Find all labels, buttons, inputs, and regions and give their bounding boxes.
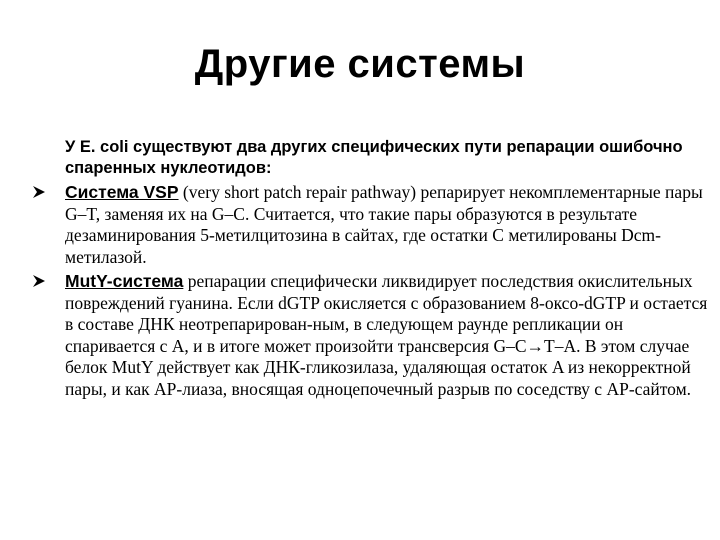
bullet-term: Система VSP (65, 182, 179, 202)
slide-body (32, 137, 708, 403)
intro-text: У E. coli существуют два других специфических пути репарации ошибочно спаренных нуклеотидов: (65, 138, 683, 177)
bullet-text: репарации специфически ликвидирует последствия окислительных повреждений гуанина. Если dGTP окисляется с образованием 8-оксо-dGTP и остается в составе ДНК неотрепарирован-ным, в следующем раунде репликации он спаривается с A, и в итоге может произойти трансверсия G–C→T–A. В этом случае белок MutY действует как ДНК-гликозилаза, удаляющая остаток A из некорректной пары, и как AP-лиаза, вносящая одноцепочечный разрыв по соседству с AP-сайтом. (65, 271, 708, 399)
bullet-item-vsp (32, 182, 708, 268)
slide-title: Другие системы (194, 42, 526, 86)
bullet-item-muty (32, 271, 708, 400)
bullet-term: MutY-система (65, 271, 184, 291)
arrow-bullet-icon (32, 185, 46, 199)
arrow-bullet-icon (32, 274, 46, 288)
bullet-text: (very short patch repair pathway) репарирует некомплементарные пары G–T, заменяя их на G–C. Считается, что такие пары образуются в результате дезаминирования 5-метилцитозина в сайтах, где остатки C метилированы Dcm-метилазой. (65, 182, 703, 267)
